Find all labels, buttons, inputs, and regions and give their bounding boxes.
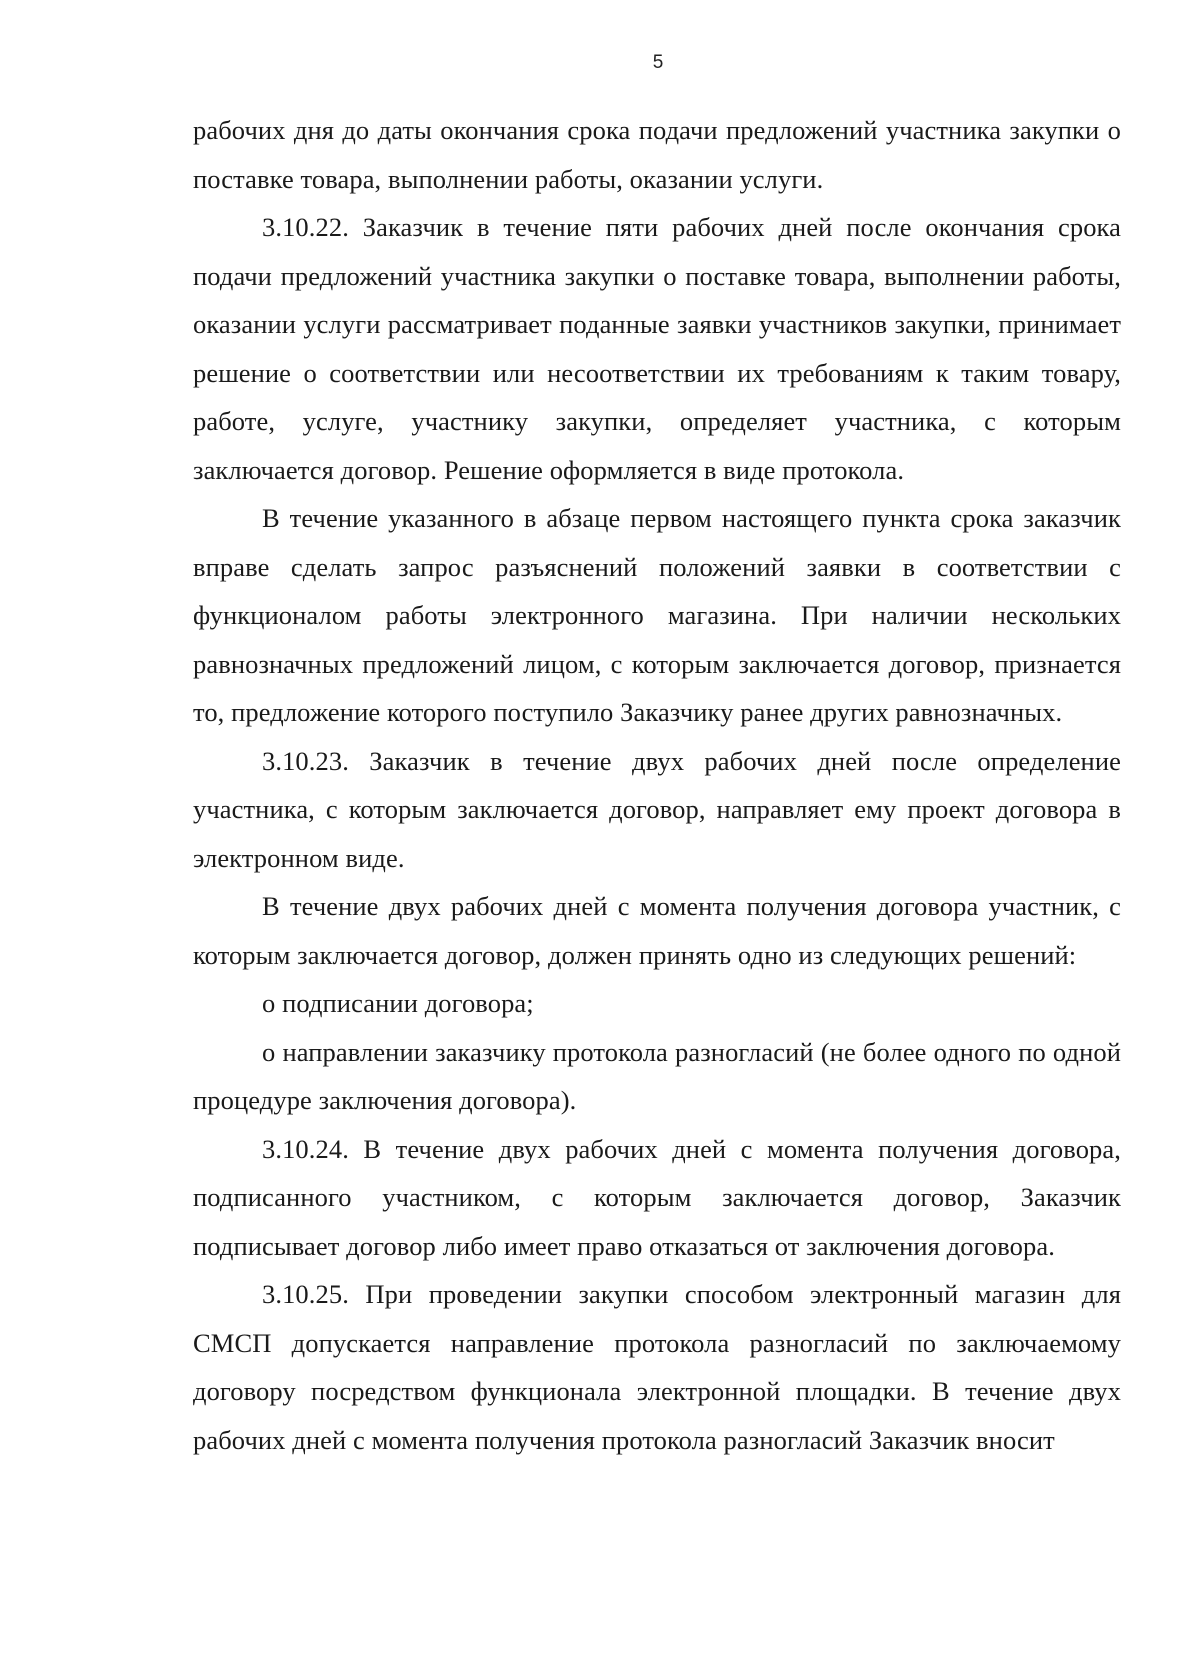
paragraph-two-days: В течение двух рабочих дней с момента получения договора участник, с которым заключается договор, должен принять одно из следующих решений: (193, 891, 1121, 970)
paragraph-3-10-25: 3.10.25. При проведении закупки способом электронный магазин для СМСП допускается направление протокола разногласий по заключаемому договору посредством функционала электронной площадки. В течение двух рабочих дней с момента получения протокола разногласий Заказчик вносит (193, 1279, 1121, 1455)
paragraph-within-period: В течение указанного в абзаце первом настоящего пункта срока заказчик вправе сделать запрос разъяснений положений заявки в соответствии с функционалом работы электронного магазина. При наличии нескольких равнозначных предложений лицом, с которым заключается договор, признается то, предложение которого поступило Заказчику ранее других равнозначных. (193, 503, 1121, 727)
paragraph-option-sign: о подписании договора; (262, 988, 534, 1018)
page-number: 5 (652, 52, 664, 73)
paragraph-3-10-23: 3.10.23. Заказчик в течение двух рабочих дней после определение участника, с которым заключается договор, направляет ему проект договора в электронном виде. (193, 745, 1121, 873)
paragraph-continuation: рабочих дня до даты окончания срока подачи предложений участника закупки о поставке товара, выполнении работы, оказании услуги. (193, 115, 1121, 194)
document-body (193, 106, 1121, 1464)
paragraph-3-10-22: 3.10.22. Заказчик в течение пяти рабочих дней после окончания срока подачи предложений участника закупки о поставке товара, выполнении работы, оказании услуги рассматривает поданные заявки участников закупки, принимает решение о соответствии или несоответствии их требованиям к таким товару, работе, услуге, участнику закупки, определяет участника, с которым заключается договор. Решение оформляется в виде протокола. (193, 212, 1121, 485)
paragraph-option-protocol: о направлении заказчику протокола разногласий (не более одного по одной процедуре заключения договора). (193, 1036, 1121, 1115)
paragraph-3-10-24: 3.10.24. В течение двух рабочих дней с момента получения договора, подписанного участником, с которым заключается договор, Заказчик подписывает договор либо имеет право отказаться от заключения договора. (193, 1133, 1121, 1261)
